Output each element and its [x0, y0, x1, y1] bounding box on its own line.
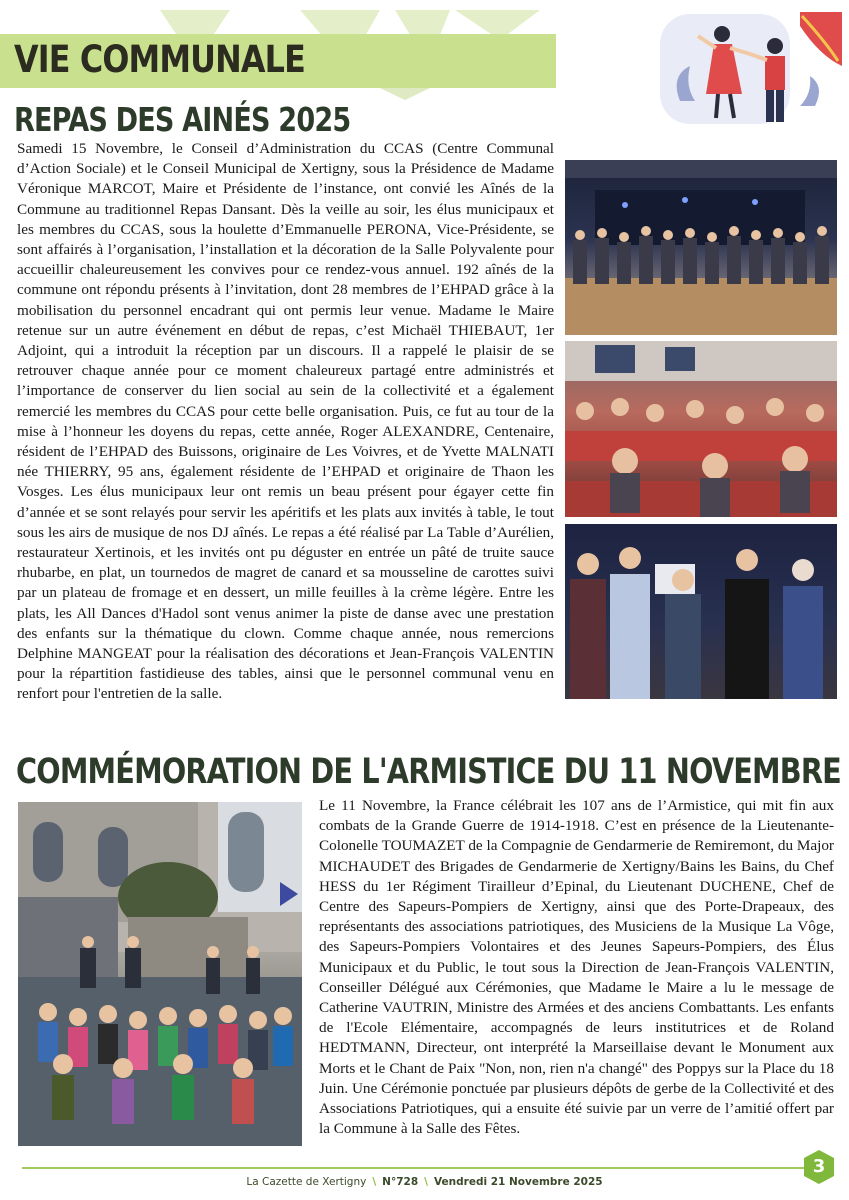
section-title: VIE COMMUNALE	[14, 38, 305, 81]
photo-honored-guests	[565, 524, 837, 699]
article-body-armistice: Le 11 Novembre, la France célébrait les 107 ans de l’Armistice, qui mit fin aux combats de la Grande Guerre de 1914-1918. C’est en présence de la Lieutenante-Colonelle TOUMAZET de la Compagnie de Gendarmerie de Remiremont, du Major MICHAUDET des Brigades de Gendarmerie de Xertigny/Bains les Bains, du Chef HESS du 1er Régiment Tirailleur d’Epinal, du Lieutenant DUCHENE, Chef de Centre des Sapeurs-Pompiers de Xertigny, ainsi que des Porte-Drapeaux, des représentants des associations patriotiques, des Musiciens de la Musique La Vôge, des Sapeurs-Pompiers Volontaires et des Jeunes Sapeurs-Pompiers, des Élus Municipaux et du Public, le tout sous la Direction de Jean-François VALENTIN, Conseiller Délégué aux Cérémonies, que Madame le Maire a lu le message de Catherine VAUTRIN, Ministre des Armées et des anciens Combattants. Les enfants de l'Ecole Elémentaire, accompagnés de leurs institutrices et de Roland HEDTMANN, Directeur, ont interprété la Marseillaise devant le Monument aux Morts et le Chant de Paix "Non, non, rien n'a changé" des Poppys sur la Place du 18 Juin. Une Cérémonie ponctuée par plusieurs dépôts de gerbe de la Collectivité et des Associations Patriotiques, qui a ensuite été suivie par un verre de l’amitié offert par la Commune à la Salle des Fêtes.	[319, 797, 834, 1138]
dancing-couple-illustration	[650, 6, 845, 128]
footer-separator-icon: \	[372, 1176, 377, 1188]
footer-rule	[22, 1167, 812, 1169]
page-number-badge	[800, 1148, 838, 1186]
photo-dining-hall	[565, 341, 837, 517]
photo-stage-group	[565, 160, 837, 335]
footer-issue: N°728	[382, 1176, 419, 1188]
page-number: 3	[812, 1156, 826, 1177]
article-title-repas: REPAS DES AINÉS 2025	[14, 100, 351, 139]
photo-monument-ceremony	[18, 802, 302, 1146]
article-title-armistice: COMMÉMORATION DE L'ARMISTICE DU 11 NOVEMBRE	[16, 752, 841, 792]
footer-date: Vendredi 21 Novembre 2025	[433, 1176, 603, 1188]
footer-publication: La Cazette de Xertigny	[246, 1176, 367, 1188]
footer	[0, 1176, 849, 1188]
article-body-repas: Samedi 15 Novembre, le Conseil d’Administration du CCAS (Centre Communal d’Action Sociale) et le Conseil Municipal de Xertigny, sous la Présidence de Madame Véronique MARCOT, Maire et Présidente de l’instance, ont convié les Aînés de la Commune au traditionnel Repas Dansant. Dès la veille au soir, les élus municipaux et les membres du CCAS, sous la houlette d’Emmanuelle PERONA, Vice-Présidente, se sont affairés à l’organisation, l’installation et la décoration de la Salle Polyvalente pour accueillir chaleureusement les convives pour ce rendez-vous annuel. 192 aînés de la commune ont répondu présents à l’invitation, dont 28 membres de l’EHPAD grâce à la mobilisation du personnel encadrant qui ont permis leur venue. Madame le Maire retenue sur un autre événement en début de repas, c’est Michaël THIEBAUT, 1er Adjoint, qui a introduit la réception par un discours. Il a rappelé le plaisir de se retrouver chaque année pour ce moment chaleureux partagé entre administrés et l’importance de conserver du lien social au sein de la collectivité et a également remercié les membres du CCAS pour cette belle organisation. Puis, ce fut au tour de la mise à l’honneur les doyens du repas, cette année, Roger ALEXANDRE, Centenaire, résident de l’EHPAD des Buissons, originaire de Les Voivres, et de Yvette MALNATI née THIERRY, 95 ans, également résidente de l’EHPAD et originaire de Thaon les Vosges. Les élus municipaux leur ont remis un beau présent pour égayer cette fin d’année et se sont relayés pour servir les apéritifs et les plats aux invités à table, le tout sous les airs de musique de nos DJ aînés. Le repas a été réalisé par La Table d’Aurélien, restaurateur Xertinois, et les invités ont pu déguster en entrée un pâté de truite sauce rhubarbe, en plat, un tournedos de magret de canard et sa mousseline de carottes suivi par un plateau de fromage et en dessert, un mille feuilles à la crème légère. Entre les plats, les All Dances d'Hadol sont venus animer la piste de danse avec une prestation des enfants sur la thématique du clown. Comme chaque année, nous remercions Delphine MANGEAT pour la réalisation des décorations et Jean-François VALENTIN pour la répartition fastidieuse des tables, ainsi que le personnel communal venu en renfort pour l'entretien de la salle.	[17, 140, 554, 703]
footer-separator-icon: \	[424, 1176, 428, 1188]
